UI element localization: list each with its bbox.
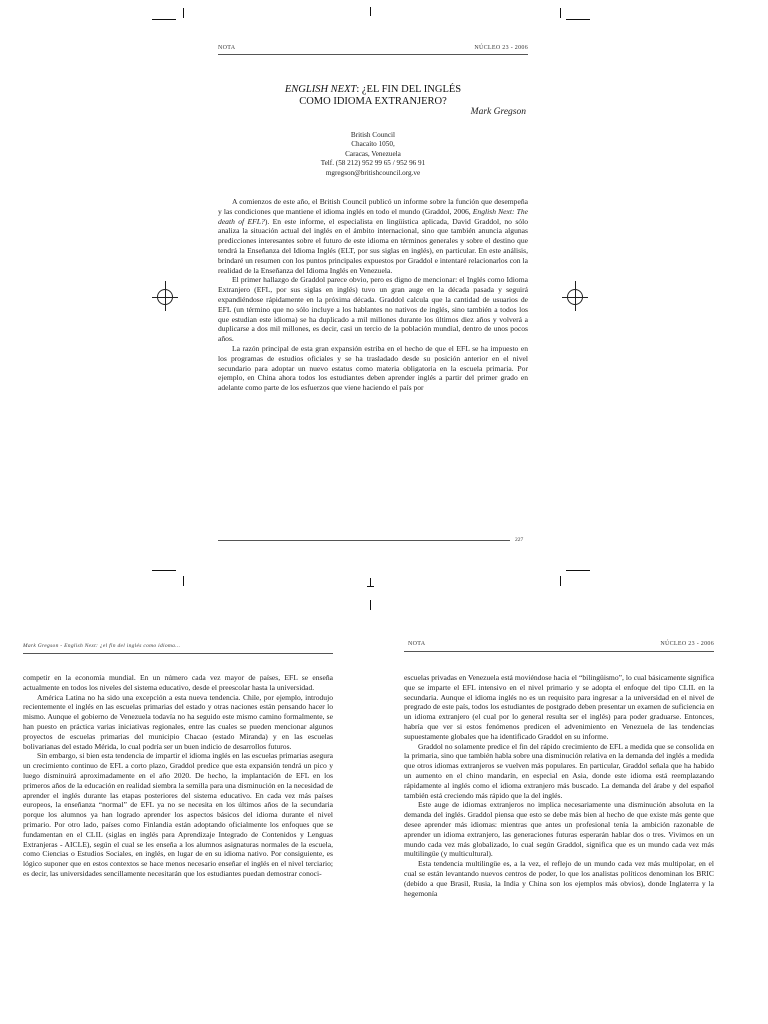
paragraph: Sin embargo, si bien esta tendencia de impartir el idioma inglés en las escuelas primarias asegura un crecimiento continuo de EFL a corto plazo, Graddol predice que esta expansión tendrá un pico y luego disminuirá aproximadamente en el año 2020. De hecho, la implantación de EFL en los primeros años de la educación en realidad siembra la semilla para una disminución en la necesidad de aprender el inglés durante las etapas posteriores del sistema educativo. En cada vez más países europeos, la enseñanza “normal” de EFL ya no se necesita en los últimos años de la secundaria porque los alumnos ya han logrado aprender los aspectos básicos del idioma durante el nivel primario. Por otro lado, países como Finlandia están adoptando oficialmente los enfoques que se fundamentan en el CLIL (siglas en inglés para Aprendizaje Integrado de Contenidos y Lenguas Extranjeras - AICLE), según el cual se les enseña a los alumnos asignaturas normales de la escuela, como Ciencias o Estudios Sociales, en inglés, en lugar de en su idioma nativo. Por consiguiente, es lógico suponer que en estos contextos se hace menos necesario enseñar el inglés en el nivel terciario; es decir, las universidades sencillamente necesitarán que los estudiantes puedan demostrar conoci- (23, 751, 333, 878)
paragraph: América Latina no ha sido una excepción a esta nueva tendencia. Chile, por ejemplo, introdujo recientemente el inglés en las escuelas primarias del estado y otras naciones están pensando hacer lo mismo. Aunque el gobierno de Venezuela todavía no ha seguido este mismo camino formalmente, se han puesto en práctica varias iniciativas regionales, entre las cuales se pueden mencionar algunos proyectos de escuelas primarias del municipio Chacao (estado Miranda) y en las escuelas bolivarianas del estado Mérida, lo cual podría ser un buen indicio de desarrollos futuros. (23, 692, 333, 751)
left-column (23, 673, 333, 879)
page-header-right: NÚCLEO 23 - 2006 (474, 45, 528, 51)
cited-title: English Next: The death of EFL? (218, 206, 528, 226)
title-italic: ENGLISH NEXT (284, 84, 357, 95)
paragraph-text: ). En este informe, el especialista en lingüística aplicada, David Graddol, no sólo analiza la situación actual del inglés en el ámbito internacional, sino que también anuncia algunas predicciones interesantes sobre el futuro de este idioma en términos generales y sobre el destino que tendrá la Enseñanza del Idioma Inglés (ELT, por sus siglas en inglés), en particular. En este análisis, brindaré un resumen con los puntos principales expuestos por Graddol e intentaré relacionarlos con la realidad de la Enseñanza del Idioma Inglés en Venezuela. (218, 216, 528, 275)
paragraph-text: A comienzos de este año, el British Council publicó un informe sobre la función que desempeña y las condiciones que mantiene el idioma inglés en todo el mundo (Graddol, 2006, (218, 197, 528, 216)
paragraph (218, 197, 528, 275)
crop-mark (560, 8, 561, 18)
paragraph: Este auge de idiomas extranjeros no implica necesariamente una disminución absoluta en la demanda del inglés. Graddol piensa que esto se debe más bien al hecho de que existe más gente que desee aprender más idiomas: mientras que antes un profesional tenía la ambición razonable de aprender un idioma extranjero, las generaciones futuras esperarán hablar dos o tres. Vivimos en un mundo cada vez más globalizado, lo cual según Graddol, significa que es un mundo cada vez más multilingüe (y multicultural). (404, 800, 714, 859)
title-line-2: COMO IDIOMA EXTRANJERO? (299, 96, 447, 107)
paragraph: La razón principal de esta gran expansión estriba en el hecho de que el EFL se ha impuesto en los programas de estudios oficiales y se ha trasladado desde su posición anterior en el nivel secundario para adoptar un nuevo estatus como materia obligatoria en la escuela primaria. Por ejemplo, en China ahora todos los estudiantes deben aprender inglés a partir del primer grado en adelante como parte de los esfuerzos que viene haciendo el país por (218, 343, 528, 393)
right-column (404, 673, 714, 898)
paragraph: competir en la economía mundial. En un número cada vez mayor de países, EFL se enseña actualmente en todos los niveles del sistema educativo, desde el preescolar hasta la universidad. (23, 673, 333, 692)
footer-rule (218, 540, 510, 541)
crop-mark (183, 576, 184, 586)
crop-mark (370, 600, 371, 610)
address-email: mgregson@britishcouncil.org.ve (325, 168, 421, 177)
paragraph: Esta tendencia multilingüe es, a la vez, el reflejo de un mundo cada vez más multipolar, en el cual se están levantando nuevos centros de poder, lo que los analistas políticos denominan los BRIC (debido a que Brasil, Rusia, la India y China son los ejemplos más obvios), donde Inglaterra y la hegemonía (404, 859, 714, 898)
page-header-left: NOTA (218, 45, 236, 51)
crop-mark (566, 570, 590, 571)
crop-mark (183, 8, 184, 18)
address-line: Chacaíto 1050, (351, 140, 395, 149)
author-name: Mark Gregson (470, 107, 526, 117)
registration-mark-line (165, 281, 166, 311)
address-line: Telf. (58 212) 952 99 65 / 952 96 91 (320, 159, 426, 168)
crop-mark (560, 576, 561, 586)
address-line: Caracas, Venezuela (345, 149, 401, 158)
paragraph: El primer hallazgo de Graddol parece obvio, pero es digno de mencionar: el Inglés como Idioma Extranjero (EFL, por sus siglas en inglés) tuvo un gran auge en la década pasada y seguirá expandiéndose rápidamente en la próxima década. Graddol calcula que la cantidad de usuarios de EFL (un término que no sólo incluye a los hablantes no nativos de inglés, sino también a todos los que estudian este idioma) se ha duplicado a mil millones durante los últimos diez años y volverá a duplicarse a dos mil millones, es decir, casi un tercio de la población mundial, dentro de unos pocos años. (218, 275, 528, 344)
spread-right-header-left: NOTA (408, 641, 426, 647)
left-header-rule (23, 653, 333, 654)
crop-mark (152, 570, 176, 571)
crop-mark (370, 7, 371, 16)
paragraph: escuelas privadas en Venezuela está moviéndose hacia el “bilingüismo”, lo cual básicamente significa que se imparte el EFL intensivo en el nivel primario y se adopta el enfoque del tipo CLIL en la secundaria. Aunque el idioma inglés no es un requisito para ingresar a la universidad en el nivel de pregrado de este país, todos los estudiantes de postgrado deben presentar un examen de suficiencia en un idioma extranjero (el cual por lo general resulta ser el inglés) para poder graduarse. Entonces, habría que ver si estos fenómenos predicen el advenimiento en Venezuela de las tendencias supuestamente globales que ha identificado Graddol en su informe. (404, 673, 714, 741)
title-rest: : ¿EL FIN DEL INGLÉS (356, 84, 462, 95)
article-body-page-1 (218, 197, 528, 393)
spread-right-header-right: NÚCLEO 23 - 2006 (660, 641, 714, 647)
header-rule (218, 54, 528, 55)
page-number: 227 (515, 537, 524, 543)
crop-mark (566, 19, 590, 20)
registration-mark-line (575, 281, 576, 311)
crop-mark (367, 586, 374, 587)
author-address (218, 131, 528, 178)
paragraph: Graddol no solamente predice el fin del rápido crecimiento de EFL a medida que se consolida en la primaria, sino que también habla sobre una disminución relativa en la demanda del inglés a medida que otros idiomas extranjeros se vuelven más populares. En particular, Graddol señala que ha habido un aumento en el chino mandarín, en especial en Asia, donde este idioma está reemplazando rápidamente al inglés como el idioma extranjero más buscado. La demanda del árabe y del español también está creciendo más rápido que la del inglés. (404, 741, 714, 800)
spread-left-header: Mark Gregson - English Next: ¿el fin del inglés como idioma... (23, 643, 181, 649)
article-title (218, 84, 528, 108)
right-header-rule (404, 651, 714, 652)
address-line: British Council (350, 131, 396, 139)
crop-mark (152, 19, 176, 20)
